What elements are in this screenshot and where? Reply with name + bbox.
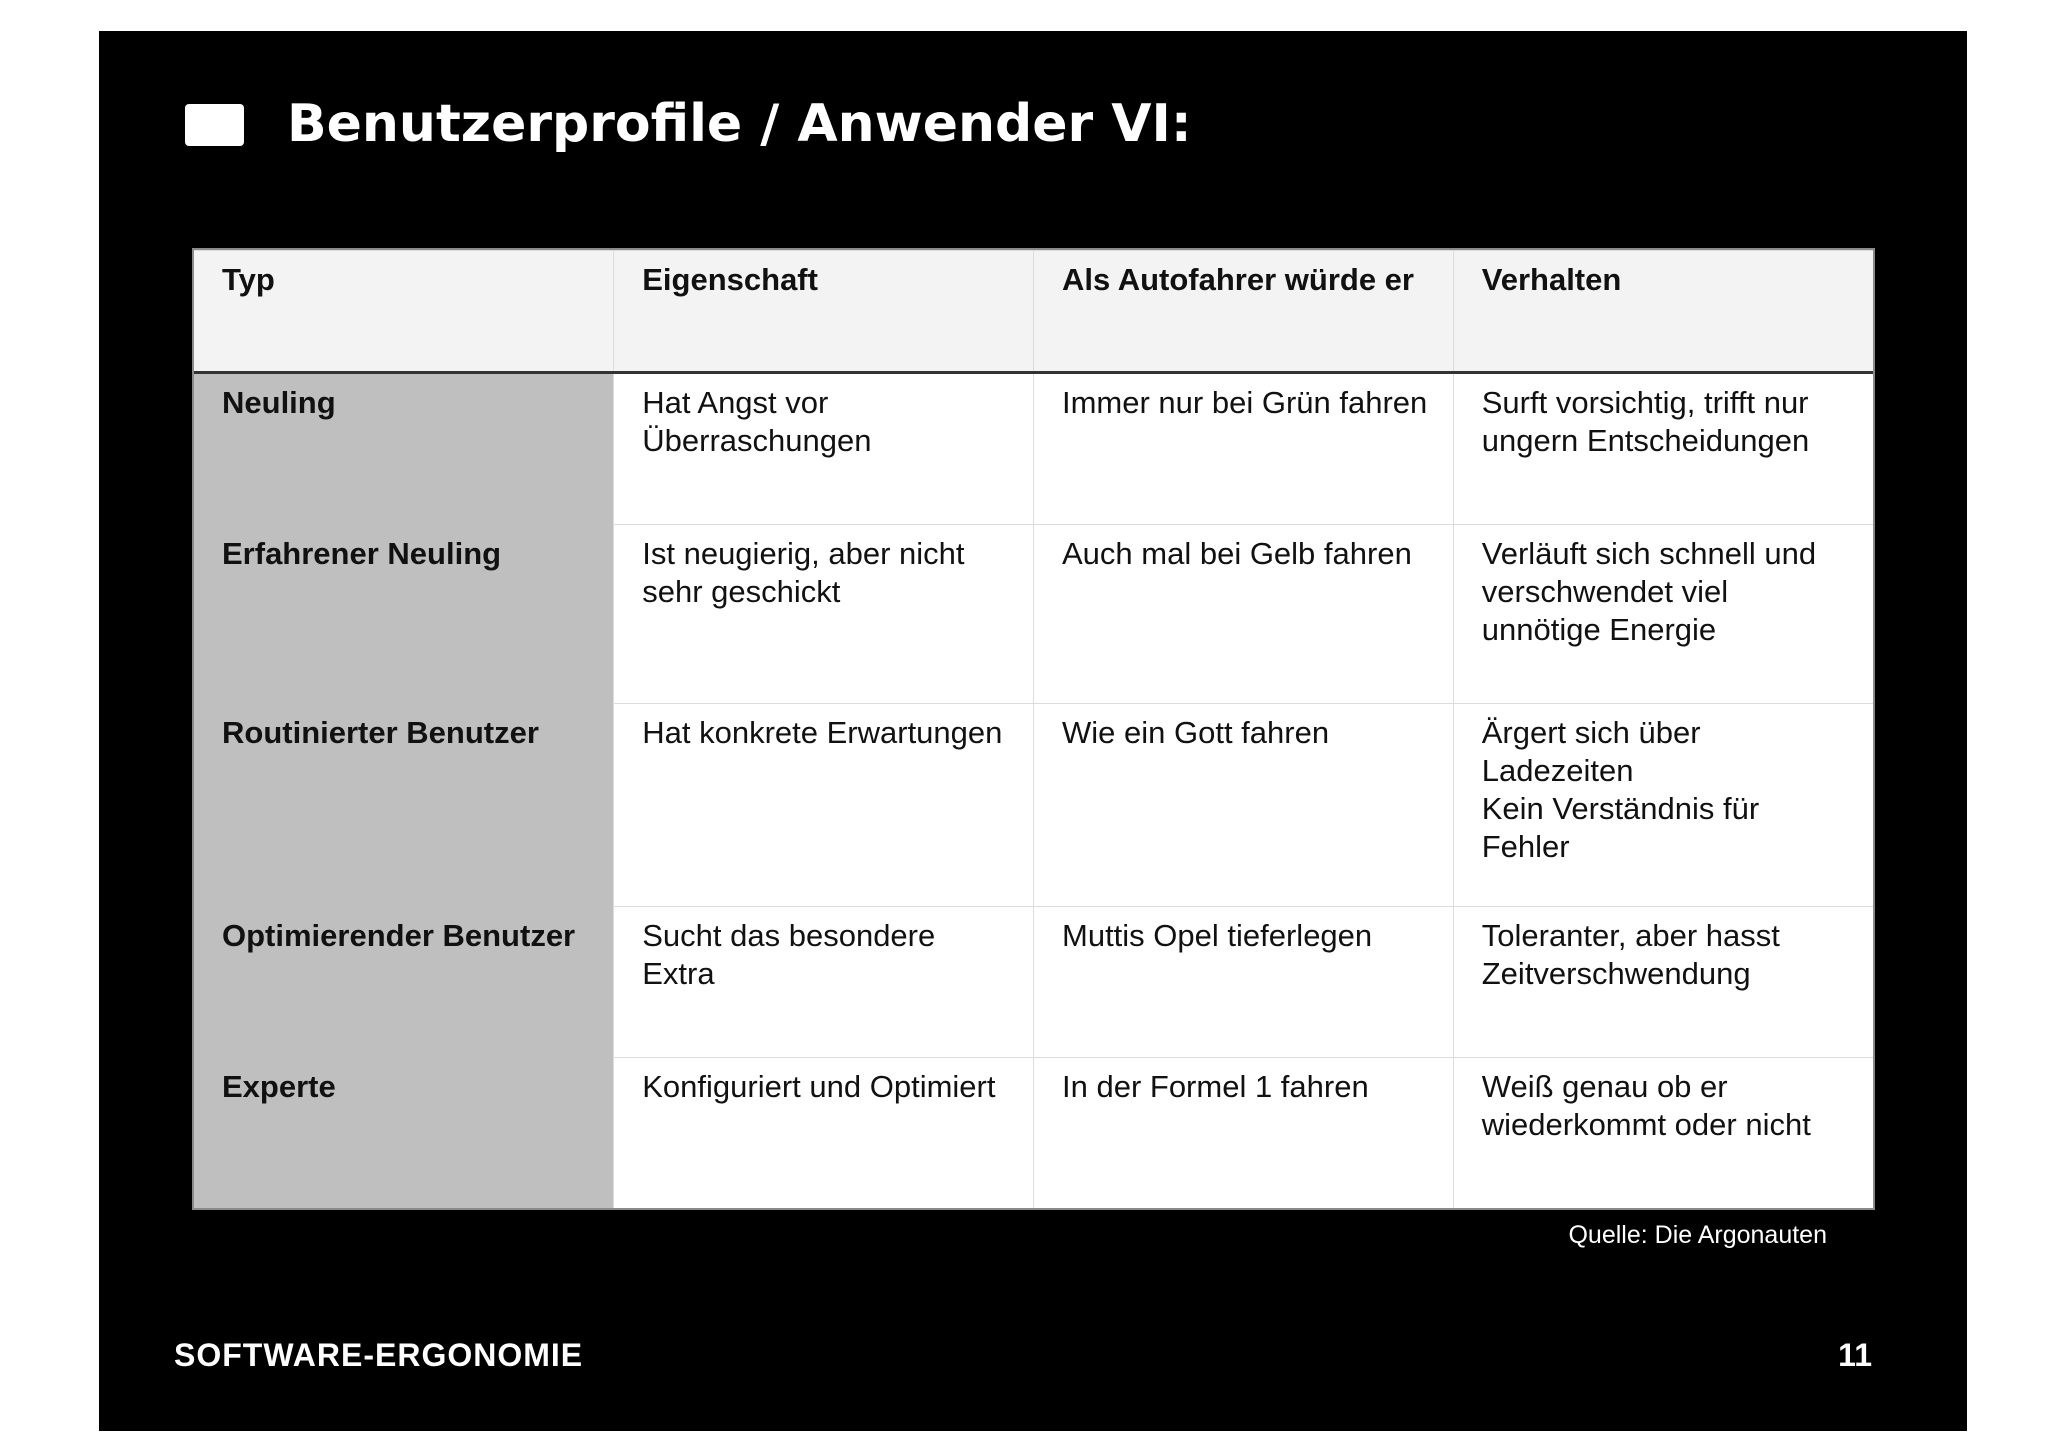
verhalten-cell: Toleranter, aber hasst Zeitverschwendung <box>1453 907 1873 1058</box>
header-autofahrer: Als Autofahrer würde er <box>1034 251 1454 373</box>
table-row <box>194 704 1873 907</box>
profiles-table <box>194 250 1873 1208</box>
type-cell: Neuling <box>194 373 614 525</box>
title-bullet-icon <box>185 104 244 146</box>
eigenschaft-cell: Ist neugierig, aber nicht sehr geschickt <box>614 525 1034 704</box>
header-typ: Typ <box>194 251 614 373</box>
eigenschaft-cell: Sucht das besondere Extra <box>614 907 1034 1058</box>
header-eigenschaft: Eigenschaft <box>614 251 1034 373</box>
autofahrer-cell: Immer nur bei Grün fahren <box>1034 373 1454 525</box>
type-cell: Erfahrener Neuling <box>194 525 614 704</box>
autofahrer-cell: Muttis Opel tieferlegen <box>1034 907 1454 1058</box>
profiles-table-container <box>192 248 1875 1210</box>
autofahrer-cell: In der Formel 1 fahren <box>1034 1058 1454 1209</box>
eigenschaft-cell: Konfiguriert und Optimiert <box>614 1058 1034 1209</box>
page-number: 11 <box>1838 1337 1872 1373</box>
verhalten-cell: Verläuft sich schnell und verschwendet viel unnötige Energie <box>1453 525 1873 704</box>
table-row <box>194 525 1873 704</box>
eigenschaft-cell: Hat Angst vor Überraschungen <box>614 373 1034 525</box>
autofahrer-cell: Auch mal bei Gelb fahren <box>1034 525 1454 704</box>
slide <box>99 31 1967 1431</box>
type-cell: Optimierender Benutzer <box>194 907 614 1058</box>
eigenschaft-cell: Hat konkrete Erwartungen <box>614 704 1034 907</box>
source-caption: Quelle: Die Argonauten <box>1568 1221 1827 1249</box>
table-row <box>194 907 1873 1058</box>
table-row <box>194 1058 1873 1209</box>
table-row <box>194 373 1873 525</box>
verhalten-cell: Weiß genau ob er wiederkommt oder nicht <box>1453 1058 1873 1209</box>
verhalten-cell: Ärgert sich über Ladezeiten Kein Verständnis für Fehler <box>1453 704 1873 907</box>
autofahrer-cell: Wie ein Gott fahren <box>1034 704 1454 907</box>
type-cell: Routinierter Benutzer <box>194 704 614 907</box>
slide-title: Benutzerprofile / Anwender VI: <box>287 94 1192 154</box>
table-header-row <box>194 251 1873 373</box>
type-cell: Experte <box>194 1058 614 1209</box>
header-verhalten: Verhalten <box>1453 251 1873 373</box>
footer-label: SOFTWARE-ERGONOMIE <box>174 1337 584 1373</box>
verhalten-cell: Surft vorsichtig, trifft nur ungern Entscheidungen <box>1453 373 1873 525</box>
